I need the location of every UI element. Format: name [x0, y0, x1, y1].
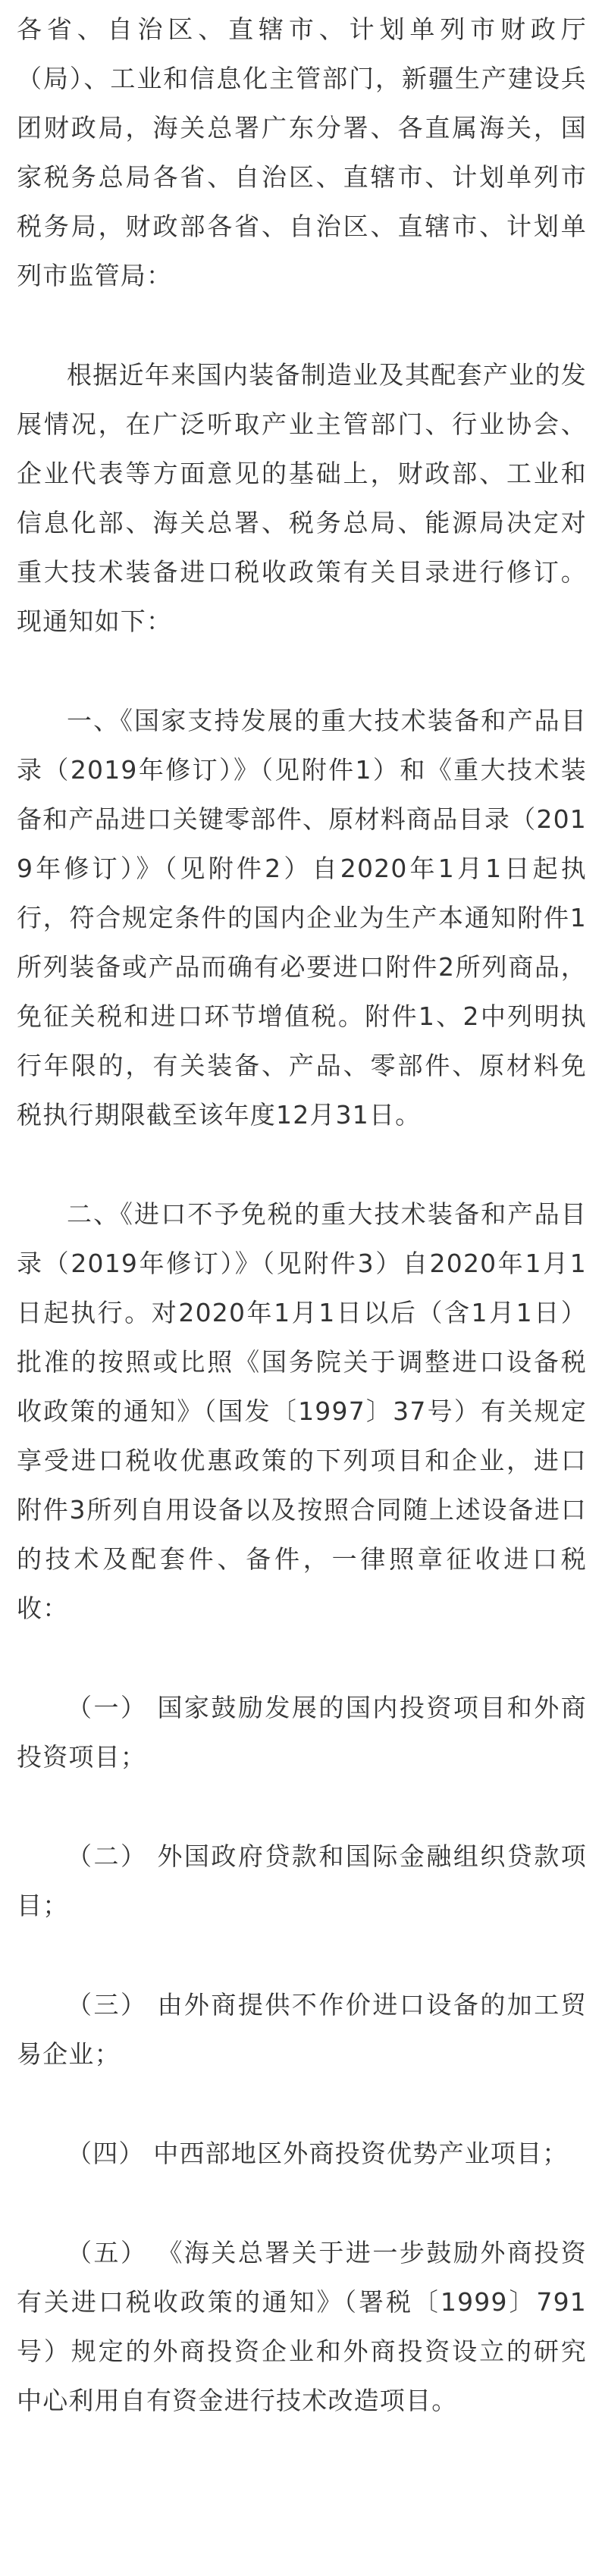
clause-one-paragraph: 一、《国家支持发展的重大技术装备和产品目录（2019年修订）》（见附件1）和《重大技术装备和产品进口关键零部件、原材料商品目录（2019年修订）》（见附件2）自2020年1月1日起执行，符合规定条件的国内企业为生产本通知附件1所列装备或产品而确有必要进口附件2所列商品，免征关税和进口环节增值税。附件1、2中列明执行年限的，有关装备、产品、零部件、原材料免税执行期限截至该年度12月31日。 [17, 706, 587, 1130]
list-item-2: （二） 外国政府贷款和国际金融组织贷款项目； [17, 1841, 587, 1920]
clause-two-paragraph: 二、《进口不予免税的重大技术装备和产品目录（2019年修订）》（见附件3）自2020年1月1日起执行。对2020年1月1日以后（含1月1日）批准的按照或比照《国务院关于调整进口设备税收政策的通知》（国发〔1997〕37号）有关规定享受进口税收优惠政策的下列项目和企业，进口附件3所列自用设备以及按照合同随上述设备进口的技术及配套件、备件，一律照章征收进口税收： [17, 1199, 587, 1623]
list-item-5: （五） 《海关总署关于进一步鼓励外商投资有关进口税收政策的通知》（署税〔1999〕791号）规定的外商投资企业和外商投资设立的研究中心利用自有资金进行技术改造项目。 [17, 2238, 587, 2415]
addressee-paragraph: 各省、自治区、直辖市、计划单列市财政厅（局）、工业和信息化主管部门，新疆生产建设兵团财政局，海关总署广东分署、各直属海关，国家税务总局各省、自治区、直辖市、计划单列市税务局，财政部各省、自治区、直辖市、计划单列市监管局： [17, 14, 587, 290]
list-item-3: （三） 由外商提供不作价进口设备的加工贸易企业； [17, 1990, 587, 2069]
intro-paragraph: 根据近年来国内装备制造业及其配套产业的发展情况，在广泛听取产业主管部门、行业协会、企业代表等方面意见的基础上，财政部、工业和信息化部、海关总署、税务总局、能源局决定对重大技术装备进口税收政策有关目录进行修订。现通知如下： [17, 360, 587, 636]
document-body [17, 5, 587, 2475]
list-item-4: （四） 中西部地区外商投资优势产业项目； [67, 2139, 569, 2168]
list-item-1: （一） 国家鼓励发展的国内投资项目和外商投资项目； [17, 1693, 587, 1772]
